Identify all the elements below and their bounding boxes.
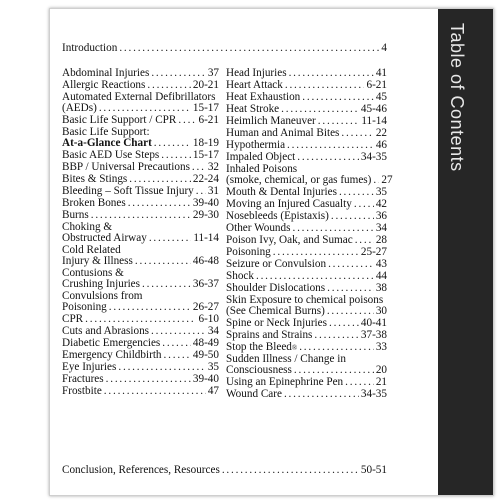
toc-entry[interactable]	[62, 385, 219, 398]
dot-leader	[196, 185, 206, 198]
dot-leader	[287, 139, 374, 152]
dot-leader	[106, 373, 191, 386]
dot-leader	[192, 161, 206, 174]
toc-entry-line1: Cold Related	[62, 244, 121, 256]
dot-leader	[222, 464, 359, 477]
toc-entry-page: 28	[375, 234, 387, 246]
dot-leader	[164, 349, 191, 362]
toc-entry-page: 38	[375, 282, 387, 294]
dot-leader	[142, 278, 191, 291]
toc-entry[interactable]	[226, 79, 387, 92]
toc-entry-title: Consciousness	[226, 364, 292, 376]
toc-entry-page: 33	[375, 341, 387, 353]
toc-entry-title: At-a-Glance Chart	[62, 137, 152, 149]
toc-entry-title: Frostbite	[62, 385, 102, 397]
toc-entry-page: 31	[207, 185, 219, 197]
toc-entry[interactable]	[62, 102, 219, 115]
toc-entry-title: BBP / Universal Precautions	[62, 161, 190, 173]
toc-entry[interactable]	[62, 255, 219, 268]
toc-entry-page: 45	[375, 91, 387, 103]
toc-entry-title: Bleeding – Soft Tissue Injury	[62, 185, 194, 197]
toc-entry-title: Introduction	[62, 42, 118, 54]
toc-entry[interactable]	[226, 91, 387, 104]
toc-entry-title: Broken Bones	[62, 197, 126, 209]
toc-entry[interactable]	[62, 464, 387, 477]
toc-entry-title: Shoulder Dislocations	[226, 282, 326, 294]
toc-entry-title: Shock	[226, 270, 254, 282]
toc-content	[62, 9, 392, 495]
dot-leader	[297, 151, 359, 164]
toc-entry-title: Wound Care	[226, 388, 282, 400]
toc-entry[interactable]	[226, 376, 387, 389]
dot-leader	[327, 305, 374, 318]
dot-leader	[256, 270, 374, 283]
toc-entry[interactable]	[226, 198, 387, 211]
toc-entry[interactable]	[62, 79, 219, 92]
toc-entry-page: 27	[381, 174, 393, 186]
toc-entry-title: Basic AED Use Steps	[62, 149, 160, 161]
dot-leader	[339, 186, 374, 199]
toc-entry[interactable]	[226, 103, 387, 116]
toc-entry-page: 34	[207, 325, 219, 337]
toc-entry-line1: Inhaled Poisons	[226, 163, 298, 175]
toc-entry[interactable]	[226, 67, 387, 80]
sidebar-band	[438, 9, 493, 495]
registered-mark: ®	[291, 344, 298, 352]
sidebar-title: Table of Contents	[447, 23, 467, 172]
toc-entry[interactable]	[62, 373, 219, 386]
dot-leader	[373, 174, 379, 187]
toc-entry[interactable]	[62, 232, 219, 245]
toc-entry[interactable]	[62, 301, 219, 314]
toc-entry[interactable]	[62, 185, 219, 198]
toc-entry-title: Sprains and Strains	[226, 329, 313, 341]
dot-leader	[151, 325, 206, 338]
toc-entry[interactable]	[226, 139, 387, 152]
dot-leader	[149, 232, 191, 245]
toc-entry-line1: Choking &	[62, 221, 113, 233]
dot-leader	[104, 385, 206, 398]
toc-entry-page: 41	[375, 67, 387, 79]
toc-entry[interactable]	[226, 151, 387, 164]
toc-entry-page: 34-35	[360, 151, 387, 163]
dot-leader	[85, 313, 196, 326]
toc-entry[interactable]	[226, 246, 387, 259]
toc-entry-title: Diabetic Emergencies	[62, 337, 161, 349]
dot-leader	[314, 329, 359, 342]
toc-entry[interactable]	[226, 270, 387, 283]
toc-entry-title: Cuts and Abrasions	[62, 325, 150, 337]
toc-entry-page: 4	[381, 42, 387, 54]
toc-entry-title: Head Injuries	[226, 67, 287, 79]
toc-entry-title: Conclusion, References, Resources	[62, 464, 220, 476]
toc-entry-line1: Convulsions from	[62, 290, 143, 302]
dot-leader	[273, 246, 359, 259]
toc-entry-title: Burns	[62, 209, 89, 221]
toc-entry-title: Injury & Illness	[62, 255, 133, 267]
toc-entry-page: 49-50	[192, 349, 219, 361]
dot-leader	[118, 361, 205, 374]
toc-entry-page: 22-24	[192, 173, 219, 185]
toc-page	[49, 8, 494, 496]
toc-entry-title: Impaled Object	[226, 151, 296, 163]
dot-leader	[354, 198, 374, 211]
toc-entry[interactable]	[62, 209, 219, 222]
toc-entry[interactable]	[62, 197, 219, 210]
toc-entry[interactable]	[226, 210, 387, 223]
toc-entry[interactable]	[226, 186, 387, 199]
toc-entry-page: 34-35	[360, 388, 387, 400]
toc-entry-title: Seizure or Convulsion	[226, 258, 327, 270]
toc-entry-page: 15-17	[192, 102, 219, 114]
dot-leader	[91, 209, 191, 222]
toc-entry[interactable]	[62, 149, 219, 162]
toc-entry-title: Poisoning	[62, 301, 107, 313]
toc-entry-title: Allergic Reactions	[62, 79, 146, 91]
toc-entry-page: 50-51	[360, 464, 387, 476]
toc-entry-page: 46	[375, 139, 387, 151]
toc-entry-line1: Automated External Defibrillators	[62, 91, 216, 103]
toc-entry-title: (See Chemical Burns)	[226, 305, 325, 317]
toc-entry-page: 20-21	[192, 79, 219, 91]
toc-entry[interactable]	[62, 325, 219, 338]
toc-entry-page: 37	[207, 67, 219, 79]
toc-entry-page: 44	[375, 270, 387, 282]
toc-entry[interactable]	[62, 349, 219, 362]
toc-entry-title: Moving an Injured Casualty	[226, 198, 352, 210]
toc-entry-page: 32	[207, 161, 219, 173]
toc-entry-page: 34	[375, 222, 387, 234]
dot-leader	[119, 42, 379, 55]
dot-leader	[284, 388, 359, 401]
toc-entry-page: 47	[207, 385, 219, 397]
toc-entry-title: Emergency Childbirth	[62, 349, 162, 361]
toc-entry-page: 22	[375, 127, 387, 139]
dot-leader	[147, 79, 191, 92]
toc-entry-title: Mouth & Dental Injuries	[226, 186, 337, 198]
dot-leader	[285, 79, 365, 92]
toc-entry[interactable]	[226, 282, 387, 295]
toc-entry-title: Other Wounds	[226, 222, 291, 234]
toc-entry-page: 43	[375, 258, 387, 270]
dot-leader	[161, 149, 191, 162]
toc-entry-title: CPR	[62, 313, 84, 325]
dot-leader	[331, 210, 374, 223]
toc-entry-page: 39-40	[192, 197, 219, 209]
toc-entry-line1: Contusions &	[62, 267, 124, 279]
toc-entry-title: Bites & Stings	[62, 173, 128, 185]
toc-entry[interactable]	[62, 42, 387, 55]
toc-entry-page: 6-10	[198, 313, 219, 325]
toc-entry[interactable]	[226, 127, 387, 140]
toc-entry[interactable]	[62, 313, 219, 326]
toc-entry[interactable]	[226, 388, 387, 401]
dot-leader	[345, 376, 374, 389]
dot-leader	[294, 364, 374, 377]
toc-entry-page: 11-14	[193, 232, 219, 244]
toc-entry-title: Fractures	[62, 373, 104, 385]
toc-entry-title: Heimlich Maneuver	[226, 115, 316, 127]
toc-entry-title: Basic Life Support / CPR	[62, 114, 177, 126]
toc-entry-page: 29-30	[192, 209, 219, 221]
toc-entry-line1: Sudden Illness / Change in	[226, 353, 346, 365]
dot-leader	[302, 91, 374, 104]
toc-entry[interactable]	[226, 364, 387, 377]
toc-entry-title: Heart Attack	[226, 79, 283, 91]
dot-leader	[299, 341, 374, 354]
toc-entry-page: 6-21	[366, 79, 387, 91]
dot-leader	[151, 67, 206, 80]
toc-entry-title: Crushing Injuries	[62, 278, 140, 290]
toc-entry[interactable]	[62, 173, 219, 186]
toc-entry[interactable]	[62, 114, 219, 127]
toc-entry-title: Nosebleeds (Epistaxis)	[226, 210, 329, 222]
toc-entry[interactable]	[62, 161, 219, 174]
toc-entry-page: 40-41	[360, 317, 387, 329]
toc-entry[interactable]	[226, 258, 387, 271]
toc-entry-page: 6-21	[198, 114, 219, 126]
toc-entry-title: Heat Exhaustion	[226, 91, 301, 103]
toc-entry[interactable]	[226, 222, 387, 235]
toc-entry-page: 11-14	[361, 115, 387, 127]
dot-leader	[162, 337, 191, 350]
toc-entry[interactable]	[62, 67, 219, 80]
toc-entry-page: 45-46	[360, 103, 387, 115]
toc-entry-title: Using an Epinephrine Pen	[226, 376, 344, 388]
toc-entry-page: 35	[375, 186, 387, 198]
dot-leader	[328, 258, 374, 271]
toc-entry-page: 39-40	[192, 373, 219, 385]
toc-entry[interactable]	[226, 115, 387, 128]
toc-entry-title: Eye Injuries	[62, 361, 117, 373]
dot-leader	[99, 102, 191, 115]
toc-entry-page: 36-37	[192, 278, 219, 290]
toc-entry-title: Obstructed Airway	[62, 232, 147, 244]
toc-entry[interactable]	[62, 361, 219, 374]
toc-entry-line1: Skin Exposure to chemical poisons	[226, 294, 384, 306]
toc-entry-page: 26-27	[192, 301, 219, 313]
dot-leader	[154, 137, 191, 150]
toc-entry-page: 20	[375, 364, 387, 376]
toc-entry[interactable]	[62, 278, 219, 291]
toc-entry[interactable]	[226, 329, 387, 342]
toc-entry[interactable]	[226, 234, 387, 247]
toc-entry-page: 42	[375, 198, 387, 210]
toc-entry-title: (AEDs)	[62, 102, 97, 114]
dot-leader	[109, 301, 191, 314]
toc-entry[interactable]	[226, 305, 387, 318]
dot-leader	[327, 282, 374, 295]
toc-entry-page: 48-49	[192, 337, 219, 349]
toc-entry[interactable]	[226, 317, 387, 330]
toc-entry-page: 36	[375, 210, 387, 222]
toc-entry-page: 30	[375, 305, 387, 317]
toc-entry[interactable]	[226, 174, 393, 187]
toc-entry-page: 37-38	[360, 329, 387, 341]
toc-entry-title: Poison Ivy, Oak, and Sumac	[226, 234, 353, 246]
toc-entry-title: Heat Stroke	[226, 103, 280, 115]
dot-leader	[355, 234, 374, 247]
dot-leader	[178, 114, 196, 127]
dot-leader	[329, 317, 359, 330]
toc-entry-page: 35	[207, 361, 219, 373]
toc-entry-title: (smoke, chemical, or gas fumes)	[226, 174, 372, 186]
toc-entry-title: Poisoning	[226, 246, 271, 258]
dot-leader	[135, 255, 191, 268]
toc-entry[interactable]	[62, 337, 219, 350]
toc-entry-title: Stop the Bleed	[226, 341, 292, 353]
dot-leader	[318, 115, 360, 128]
toc-entry-page: 25-27	[360, 246, 387, 258]
dot-leader	[289, 67, 374, 80]
toc-entry[interactable]	[62, 137, 219, 150]
toc-entry-title: Human and Animal Bites	[226, 127, 340, 139]
dot-leader	[128, 197, 191, 210]
dot-leader	[129, 173, 191, 186]
dot-leader	[341, 127, 373, 140]
dot-leader	[292, 222, 373, 235]
dot-leader	[281, 103, 359, 116]
toc-entry-page: 46-48	[192, 255, 219, 267]
toc-entry-page: 18-19	[192, 137, 219, 149]
toc-entry-title: Spine or Neck Injuries	[226, 317, 327, 329]
toc-entry-line1: Basic Life Support:	[62, 126, 150, 138]
toc-entry-title: Abdominal Injuries	[62, 67, 150, 79]
toc-entry-page: 15-17	[192, 149, 219, 161]
toc-entry-page: 21	[375, 376, 387, 388]
toc-entry-title: Hypothermia	[226, 139, 286, 151]
